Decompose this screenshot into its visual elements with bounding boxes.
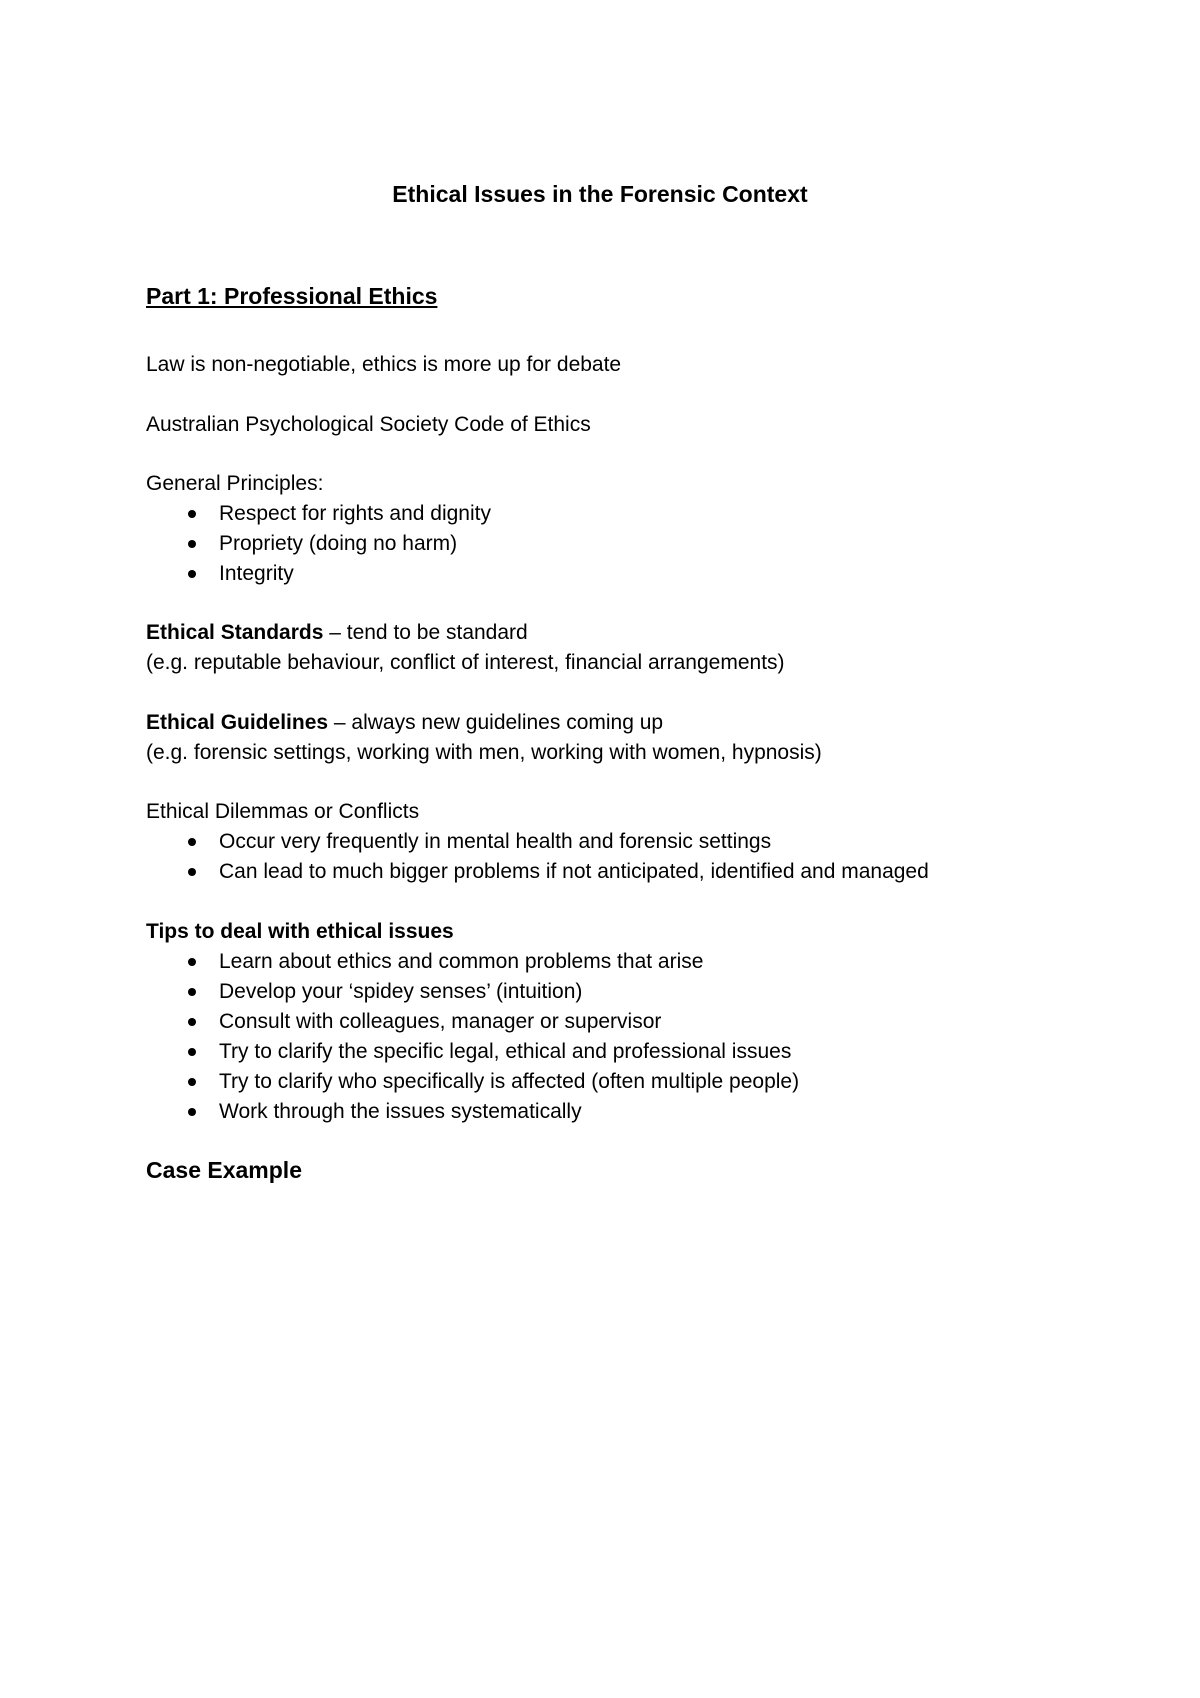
- ethical-guidelines-example: (e.g. forensic settings, working with men, working with women, hypnosis): [146, 741, 822, 764]
- ethical-guidelines-text: – always new guidelines coming up: [328, 711, 664, 734]
- ethical-standards-example: (e.g. reputable behaviour, conflict of interest, financial arrangements): [146, 651, 785, 674]
- tips-label: Tips to deal with ethical issues: [146, 920, 454, 943]
- list-item: Try to clarify the specific legal, ethical and professional issues: [146, 1037, 799, 1067]
- bullet-icon: [188, 1018, 196, 1026]
- list-item: Try to clarify who specifically is affected (often multiple people): [146, 1067, 799, 1097]
- list-item: Can lead to much bigger problems if not anticipated, identified and managed: [146, 857, 929, 887]
- code-of-ethics-line: Australian Psychological Society Code of Ethics: [146, 413, 591, 436]
- bullet-icon: [188, 868, 196, 876]
- bullet-icon: [188, 958, 196, 966]
- list-item: Respect for rights and dignity: [146, 499, 491, 529]
- document-title: Ethical Issues in the Forensic Context: [392, 181, 808, 207]
- bullet-icon: [188, 838, 196, 846]
- list-item: Consult with colleagues, manager or supervisor: [146, 1007, 799, 1037]
- bullet-icon: [188, 1078, 196, 1086]
- bullet-icon: [188, 988, 196, 996]
- ethical-standards-line: [146, 618, 528, 648]
- bullet-icon: [188, 570, 196, 578]
- part1-heading: Part 1: Professional Ethics: [146, 283, 438, 309]
- tips-label-line: [146, 917, 454, 947]
- ethical-guidelines-line: [146, 708, 663, 738]
- general-principles-label: General Principles:: [146, 472, 324, 495]
- bullet-icon: [188, 1048, 196, 1056]
- dilemmas-list: [146, 827, 929, 887]
- bullet-icon: [188, 540, 196, 548]
- list-item: Develop your ‘spidey senses’ (intuition): [146, 977, 799, 1007]
- bullet-icon: [188, 510, 196, 518]
- ethical-standards-text: – tend to be standard: [323, 621, 528, 644]
- ethical-standards-label: Ethical Standards: [146, 621, 324, 644]
- list-item: Propriety (doing no harm): [146, 529, 491, 559]
- ethical-guidelines-label: Ethical Guidelines: [146, 711, 329, 734]
- list-item: Occur very frequently in mental health and forensic settings: [146, 827, 929, 857]
- list-item: Learn about ethics and common problems that arise: [146, 947, 799, 977]
- law-line: Law is non-negotiable, ethics is more up for debate: [146, 353, 622, 376]
- case-example-heading: Case Example: [146, 1157, 302, 1183]
- tips-list: [146, 947, 799, 1127]
- dilemmas-label: Ethical Dilemmas or Conflicts: [146, 800, 420, 823]
- list-item: Work through the issues systematically: [146, 1097, 799, 1127]
- general-principles-list: [146, 499, 491, 589]
- list-item: Integrity: [146, 559, 491, 589]
- bullet-icon: [188, 1108, 196, 1116]
